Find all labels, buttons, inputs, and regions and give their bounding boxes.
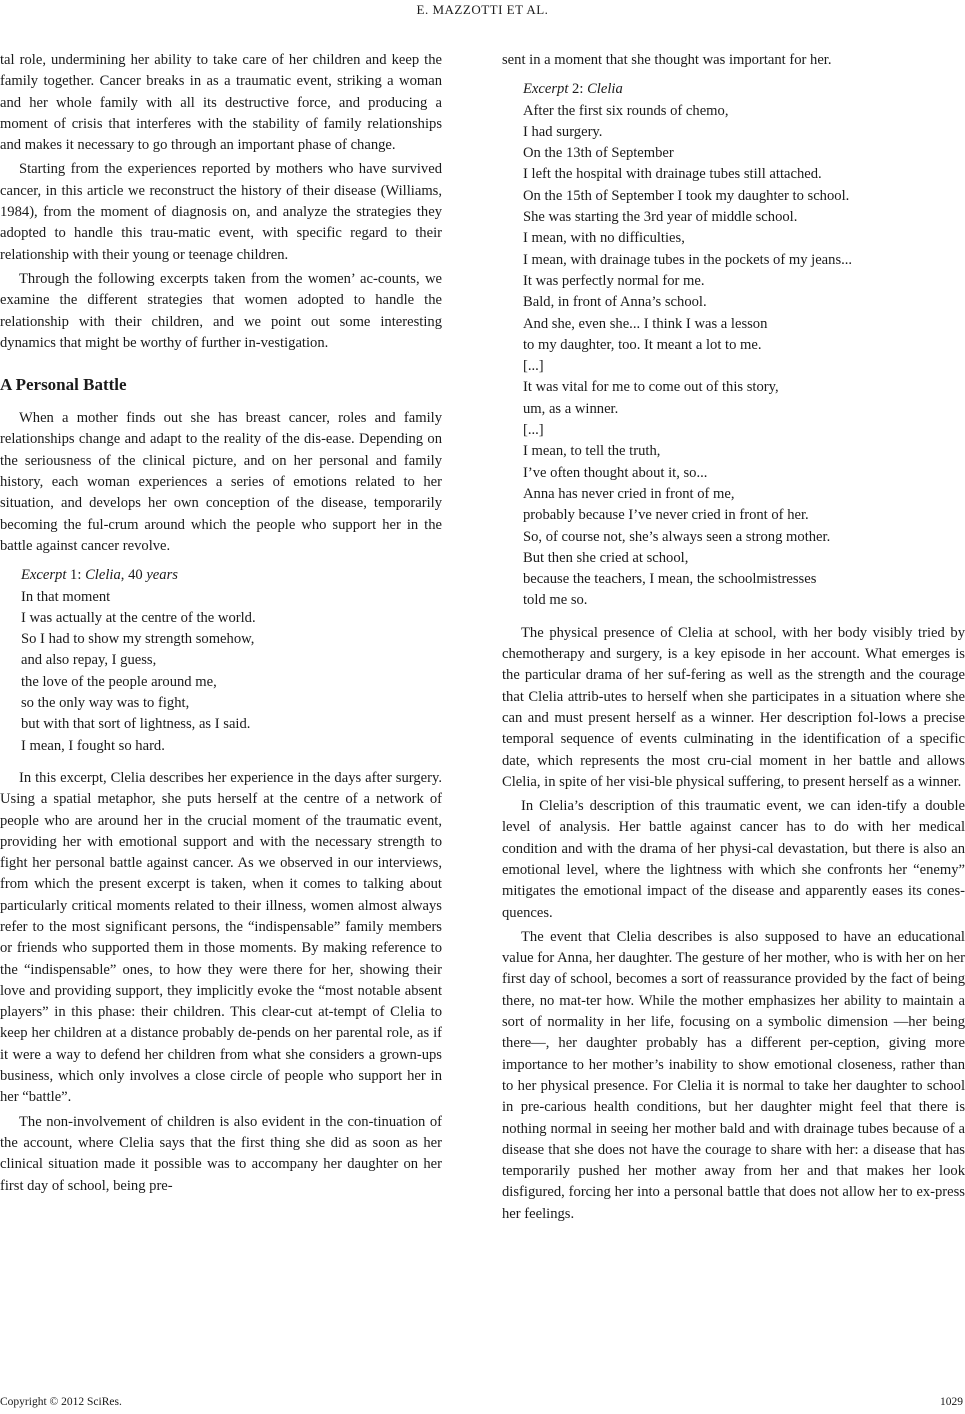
excerpt-line: [...] <box>523 422 544 439</box>
excerpt-line: And she, even she... I think I was a lesson <box>523 315 768 332</box>
excerpt-line: I left the hospital with drainage tubes still attached. <box>523 166 822 183</box>
body-paragraph: The event that Clelia describes is also supposed to have an educational value for Anna, her daughter. The gesture of her mother, who is with her on her first day of school, becomes a sort of reassurance provided by the fact of being there, no mat-ter how. While the mother emphasizes her ability to maintain a sort of normality in her life, focusing on a symbolic dimension —her being there—, her daughter probably has a different per-ception, giving more importance to her mother’s inability to show emotional closeness, rather than to her physical presence. For Clelia it is normal to take her daughter to school in pre-carious health conditions, but her daughter might feel that there is nothing normal in seeing her mother bald and with drainage tubes because of a disease that she does not have the courage to share with her: a disease that has temporarily pushed her mother away from her and that makes her look disfigured, forcing her into a personal battle that does not allow her to ex-press her feelings. <box>502 928 965 1222</box>
excerpt-line: Anna has never cried in front of me, <box>523 485 735 502</box>
excerpt-line: and also repay, I guess, <box>21 652 157 669</box>
body-paragraph: When a mother finds out she has breast cancer, roles and family relationships change and adapt to the reality of the dis-ease. Depending on the seriousness of the clinical picture, and on her personal and family history, each woman experiences a series of emotions related to her situation, and develops her own conception of the disease, temporarily becoming the ful-crum around which the people who support her in the battle against cancer revolve. <box>0 410 442 554</box>
excerpt-line: She was starting the 3rd year of middle school. <box>523 209 798 226</box>
right-column <box>502 50 965 1225</box>
excerpt-line: Bald, in front of Anna’s school. <box>523 294 707 311</box>
excerpt-block <box>523 79 965 611</box>
body-paragraph: sent in a moment that she thought was important for her. <box>502 52 832 68</box>
excerpt-line: On the 13th of September <box>523 145 674 162</box>
body-paragraph: The non-involvement of children is also evident in the con-tinuation of the account, where Clelia says that the first thing she did as soon as her clinical situation made it possible was to accompany her daughter on her first day of school, being pre- <box>0 1113 442 1194</box>
page-number: 1029 <box>940 1396 963 1408</box>
body-paragraph: Through the following excerpts taken from the women’ ac-counts, we examine the different strategies that women adopted to handle the relationship with their children, and we point out some interesting dynamics that might be worthy of further in-vestigation. <box>0 270 442 351</box>
excerpt-block <box>21 565 442 757</box>
section-heading: A Personal Battle <box>0 375 127 395</box>
copyright-notice: Copyright © 2012 SciRes. <box>0 1396 122 1408</box>
excerpt-line: but with that sort of lightness, as I said. <box>21 716 251 733</box>
left-column <box>0 50 442 1197</box>
body-paragraph: tal role, undermining her ability to take care of her children and keep the family together. Cancer breaks in as a traumatic event, striking a woman and her whole family with all its destructive force, and producing a moment of crisis that interferes with the stability of family relationships and makes it necessary to go through an important phase of change. <box>0 52 442 154</box>
excerpt-line: I mean, I fought so hard. <box>21 737 165 754</box>
excerpt-line: I mean, with drainage tubes in the pockets of my jeans... <box>523 251 853 268</box>
running-head: E. MAZZOTTI ET AL. <box>416 2 549 17</box>
excerpt-line: [...] <box>523 358 544 375</box>
excerpt-title: Excerpt 1: Clelia, 40 years <box>21 567 178 584</box>
body-paragraph: In Clelia’s description of this traumatic event, we can iden-tify a double level of analysis. Her battle against cancer has to do with her medical condition and with the drama of her physi-cal devastation, but there is also an emotional level, where the lightness with which she confronts her “enemy” mitigates the emotional impact of the disease and apparently eases its cones-quences. <box>502 798 965 921</box>
excerpt-line: After the first six rounds of chemo, <box>523 102 729 119</box>
excerpt-line: So I had to show my strength somehow, <box>21 631 255 648</box>
body-paragraph: In this excerpt, Clelia describes her experience in the days after surgery. Using a spatial metaphor, she puts herself at the centre of a network of people who are around her in the crucial moment of the traumatic event, providing her with emotional support and with the necessary strength to fight her personal battle against cancer. As we observed in our interviews, from which the present excerpt is taken, when it comes to talking about particularly critical moments related to their illness, women almost always refer to the most significant persons, the “indispensable” family members or friends who supported them in those moments. By making reference to the “indispensable” ones, to how they were there for her, showing their love and providing support, they implicitly evoke the “most notable absent players” in this phase: their children. This clear-cut at-tempt of Clelia to keep her children at a distance probably de-pends on her parental role, as if it were a way to defend her children from what she considers a grown-ups business, which only involves a close circle of people who support her in her “battle”. <box>0 769 442 1106</box>
excerpt-line: I’ve often thought about it, so... <box>523 464 708 481</box>
excerpt-line: I had surgery. <box>523 123 603 140</box>
excerpt-line: told me so. <box>523 592 588 609</box>
excerpt-line: I was actually at the centre of the world. <box>21 609 256 626</box>
excerpt-line: It was perfectly normal for me. <box>523 272 705 289</box>
body-paragraph: The physical presence of Clelia at school, with her body visibly tried by chemotherapy and surgery, is a key episode in her account. What emerges is the particular drama of her suf-fering as well as the strength and the courage that Clelia attrib-utes to herself when she participates in a situation where she can and must present herself as a winner. Her description fol-lows a precise temporal sequence of events culminating in the identification of a specific date, which represents the most cru-cial moment in her battle and allows Clelia, in spite of her visi-ble physical suffering, to present herself as a winner. <box>502 624 965 790</box>
excerpt-line: It was vital for me to come out of this story, <box>523 379 779 396</box>
excerpt-line: On the 15th of September I took my daughter to school. <box>523 187 850 204</box>
excerpt-line: because the teachers, I mean, the schoolmistresses <box>523 571 817 588</box>
excerpt-line: so the only way was to fight, <box>21 695 190 712</box>
excerpt-line: But then she cried at school, <box>523 549 689 566</box>
excerpt-title: Excerpt 2: Clelia <box>523 81 623 98</box>
excerpt-line: In that moment <box>21 588 111 605</box>
excerpt-line: I mean, with no difficulties, <box>523 230 685 247</box>
excerpt-line: So, of course not, she’s always seen a strong mother. <box>523 528 831 545</box>
excerpt-line: probably because I’ve never cried in front of her. <box>523 507 809 524</box>
excerpt-line: to my daughter, too. It meant a lot to me. <box>523 336 762 353</box>
excerpt-line: um, as a winner. <box>523 400 619 417</box>
excerpt-line: the love of the people around me, <box>21 673 217 690</box>
excerpt-line: I mean, to tell the truth, <box>523 443 661 460</box>
body-paragraph: Starting from the experiences reported by mothers who have survived cancer, in this article we reconstruct the history of their disease (Williams, 1984), from the moment of diagnosis on, and analyze the strategies they adopted to handle this trau-matic event, with specific regard to their relationship with their young or teenage children. <box>0 161 442 263</box>
